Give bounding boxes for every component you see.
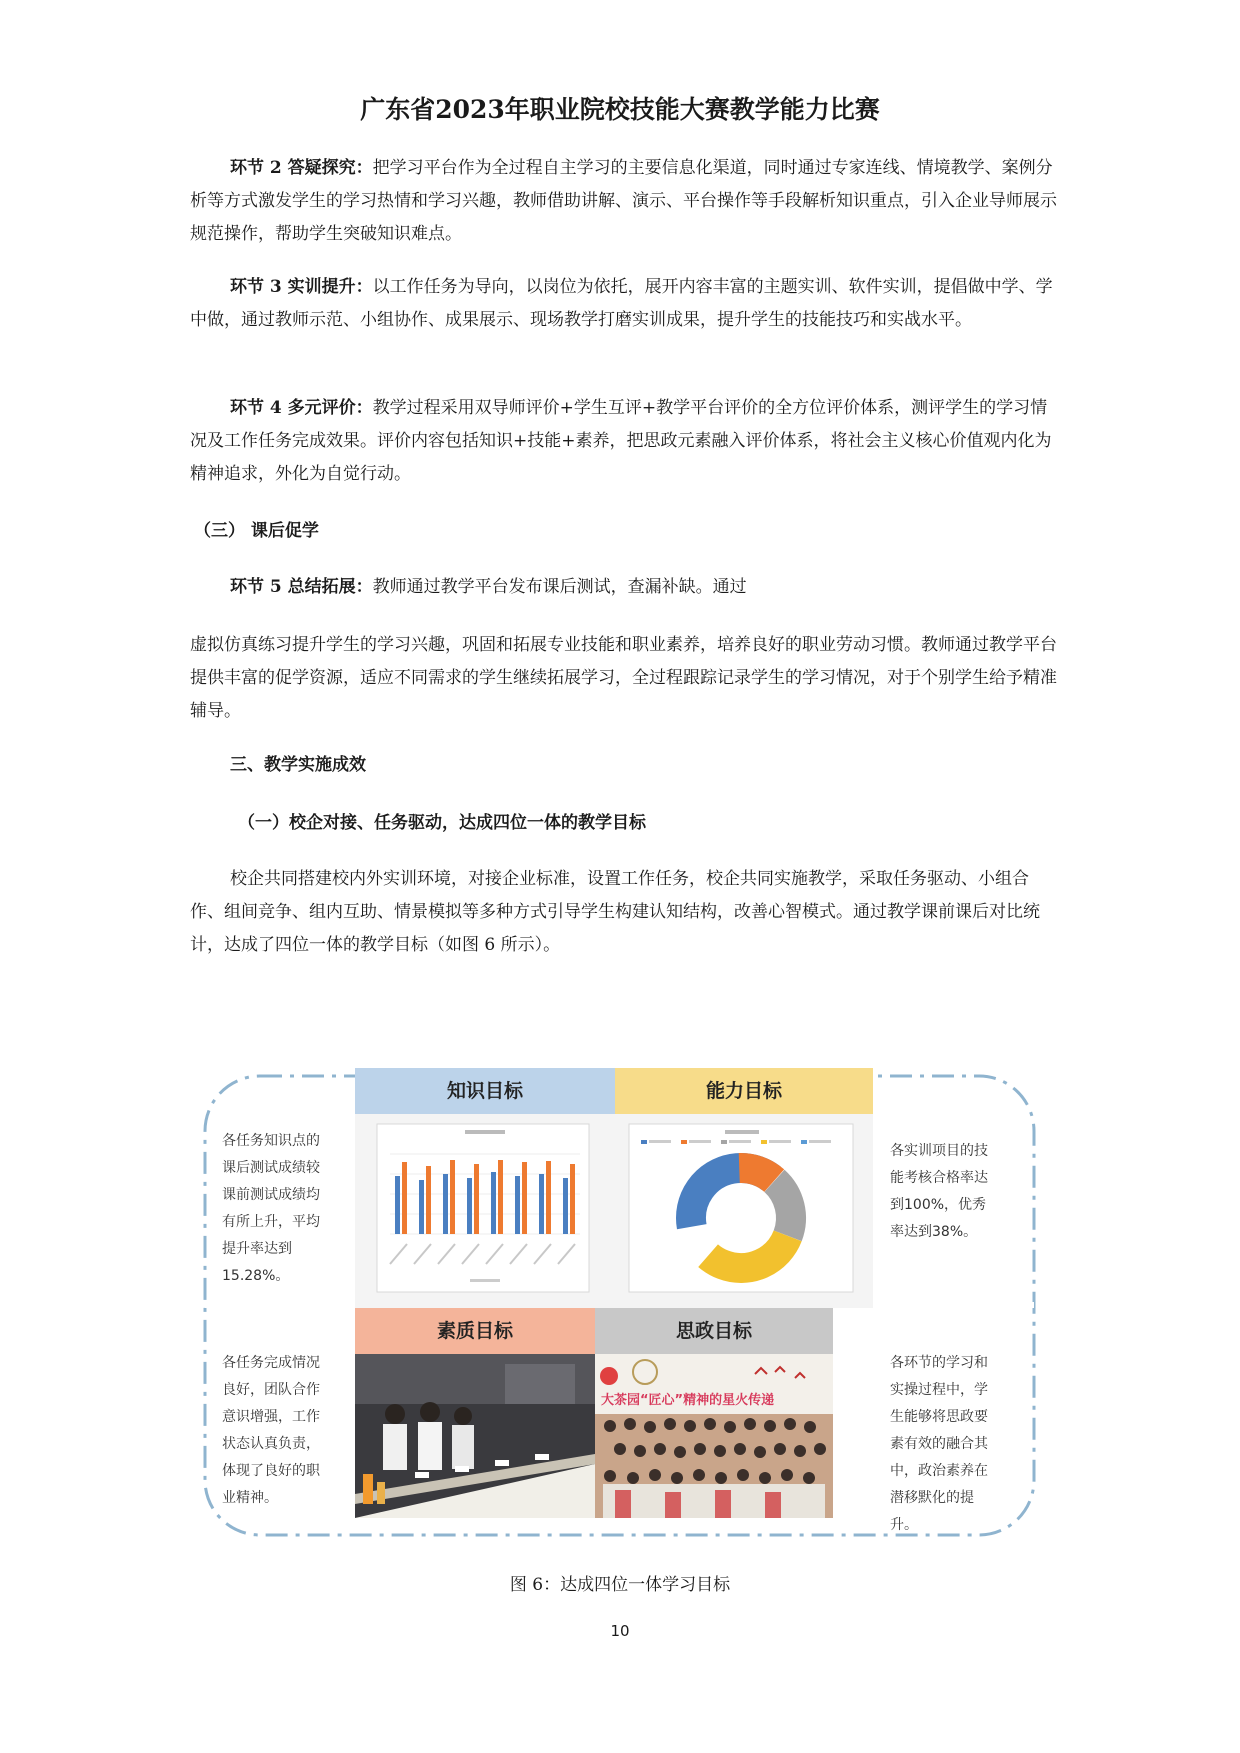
ability-goal-description: 各实训项目的技能考核合格率达到100%，优秀率达到38%。: [890, 1143, 988, 1240]
knowledge-goal-description: 各任务知识点的课后测试成绩较课前测试成绩均有所上升，平均提升率达到15.28%。: [222, 1133, 320, 1284]
heading-after-class: （三） 课后促学: [194, 521, 319, 541]
paragraph-text: 把学习平台作为全过程自主学习的主要信息化渠道，同时通过专家连线、情境教学、案例分析等方式激发学生的学习热情和学习兴趣，教师借助讲解、演示、平台操作等手段解析知识重点，引入企业导师展示规范操作，帮助学生突破知识难点。: [190, 158, 1057, 244]
quality-goal-panel: [355, 1308, 595, 1518]
knowledge-chart-thumbnail: [355, 1114, 615, 1308]
paragraph-school-enterprise: 校企共同搭建校内外实训环境，对接企业标准，设置工作任务，校企共同实施教学，采取任务驱动、小组合作、组间竞争、组内互助、情景模拟等多种方式引导学生构建认知结构，改善心智模式。通过教学课前课后对比统计，达成了四位一体的教学目标（如图 6 所示）。: [190, 869, 1040, 955]
training-photo-image: [355, 1354, 595, 1518]
paragraph-label: 环节 2 答疑探究：: [230, 158, 373, 178]
paragraph-label: 环节 5 总结拓展：: [230, 577, 373, 597]
paragraph-section-5: [190, 571, 1060, 604]
ability-chart-thumbnail: [615, 1114, 873, 1308]
photo-banner-text: 大茶园“匠心”精神的星火传递: [601, 1393, 775, 1408]
page-title: 广东省2023年职业院校技能大赛教学能力比赛: [360, 95, 880, 124]
paragraph-continuation: 虚拟仿真练习提升学生的学习兴趣，巩固和拓展专业技能和职业素养，培养良好的职业劳动习惯。教师通过教学平台提供丰富的促学资源，适应不同需求的学生继续拓展学习，全过程跟踪记录学生的学习情况，对于个别学生给予精准辅导。: [190, 635, 1057, 721]
heading-subsection-1: （一）校企对接、任务驱动，达成四位一体的教学目标: [238, 813, 646, 833]
knowledge-goal-title: 知识目标: [355, 1068, 615, 1114]
quality-goal-description: 各任务完成情况良好，团队合作意识增强，工作状态认真负责，体现了良好的职业精神。: [222, 1355, 320, 1506]
ideology-goal-title: 思政目标: [595, 1308, 833, 1354]
group-photo-image: [595, 1354, 833, 1518]
quality-goal-title: 素质目标: [355, 1308, 595, 1354]
ideology-goal-panel: [595, 1308, 833, 1518]
figure-caption: 图 6：达成四位一体学习目标: [509, 1575, 731, 1595]
paragraph-section-3: [190, 271, 1060, 337]
paragraph-text: 教师通过教学平台发布课后测试，查漏补缺。通过: [372, 577, 747, 597]
figure-four-goals: [197, 1068, 1042, 1543]
page-number: 10: [610, 1622, 630, 1640]
paragraph-label: 环节 3 实训提升：: [230, 277, 373, 297]
ability-goal-panel: [615, 1068, 873, 1308]
paragraph-text: 教学过程采用双导师评价+学生互评+教学平台评价的全方位评价体系，测评学生的学习情况及工作任务完成效果。评价内容包括知识+技能+素养，把思政元素融入评价体系，将社会主义核心价值观内化为精神追求，外化为自觉行动。: [190, 398, 1052, 484]
donut-chart-image: [615, 1114, 873, 1308]
heading-results: 三、教学实施成效: [230, 755, 366, 775]
ideology-photo: [595, 1354, 833, 1518]
bar-chart-image: [355, 1114, 615, 1308]
ideology-goal-description: 各环节的学习和实操过程中，学生能够将思政要素有效的融合其中，政治素养在潜移默化的提升。: [890, 1355, 988, 1533]
ability-goal-title: 能力目标: [615, 1068, 873, 1114]
paragraph-label: 环节 4 多元评价：: [230, 398, 373, 418]
paragraph-section-4: [190, 392, 1060, 491]
paragraph-section-2: [190, 152, 1060, 251]
knowledge-goal-panel: [355, 1068, 615, 1308]
quality-photo: [355, 1354, 595, 1518]
paragraph-text: 以工作任务为导向，以岗位为依托，展开内容丰富的主题实训、软件实训，提倡做中学、学中做，通过教师示范、小组协作、成果展示、现场教学打磨实训成果，提升学生的技能技巧和实战水平。: [190, 277, 1053, 330]
